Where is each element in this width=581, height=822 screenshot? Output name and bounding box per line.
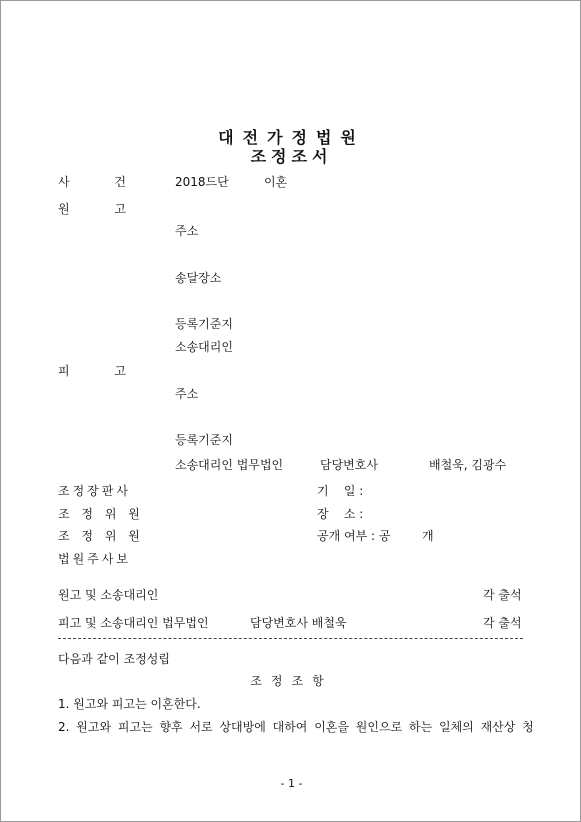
public-status-value: 개 xyxy=(422,529,434,543)
court-name: 대전가정법원 xyxy=(218,128,365,147)
case-label: 사 건 xyxy=(58,175,126,189)
plaintiff-delivery-label: 송달장소 xyxy=(175,271,222,285)
defendant-registry-label: 등록기준지 xyxy=(175,433,233,447)
plaintiff-registry-label: 등록기준지 xyxy=(175,317,233,331)
hearing-date-label: 기 일 : xyxy=(317,484,364,498)
judge-label: 조정장판사 xyxy=(58,484,131,498)
document-title: 조정조서 xyxy=(250,147,333,166)
case-type: 이혼 xyxy=(264,175,288,189)
clause-1: 1. 원고와 피고는 이혼한다. xyxy=(58,697,201,711)
committee-label-1: 조 정 위 원 xyxy=(58,507,144,521)
plaintiff-label: 원 고 xyxy=(58,202,126,216)
section-title: 조정조항 xyxy=(250,674,333,688)
defendant-label: 피 고 xyxy=(58,364,126,378)
hearing-place-label: 장 소 : xyxy=(317,507,364,521)
defendant-attorney: 소송대리인 법무법인 xyxy=(175,458,284,472)
settlement-intro: 다음과 같이 조정성립 xyxy=(58,652,170,666)
clause-2: 2. 원고와 피고는 향후 서로 상대방에 대하여 이혼을 원인으로 하는 일체의 재산상 청 xyxy=(58,720,534,734)
defendant-address-label: 주소 xyxy=(175,387,199,401)
defendant-lawyer-names: 배철욱, 김광수 xyxy=(429,458,507,472)
attendance-row-1-status: 각 출석 xyxy=(483,588,522,602)
clerk-label: 법원주사보 xyxy=(58,552,131,566)
page-number: - 1 - xyxy=(280,777,303,790)
plaintiff-address-label: 주소 xyxy=(175,224,199,238)
attendance-row-2-lawyer: 담당변호사 배철욱 xyxy=(250,616,347,630)
attendance-row-1-party: 원고 및 소송대리인 xyxy=(58,588,159,602)
attendance-row-2-party: 피고 및 소송대리인 법무법인 xyxy=(58,616,209,630)
committee-label-2: 조 정 위 원 xyxy=(58,529,144,543)
case-number: 2018드단 xyxy=(175,175,229,189)
plaintiff-attorney-label: 소송대리인 xyxy=(175,340,233,354)
dashed-divider xyxy=(58,638,523,639)
defendant-lawyer-label: 담당변호사 xyxy=(320,458,378,472)
public-status-label: 공개 여부 : 공 xyxy=(317,529,391,543)
attendance-row-2-status: 각 출석 xyxy=(483,616,522,630)
